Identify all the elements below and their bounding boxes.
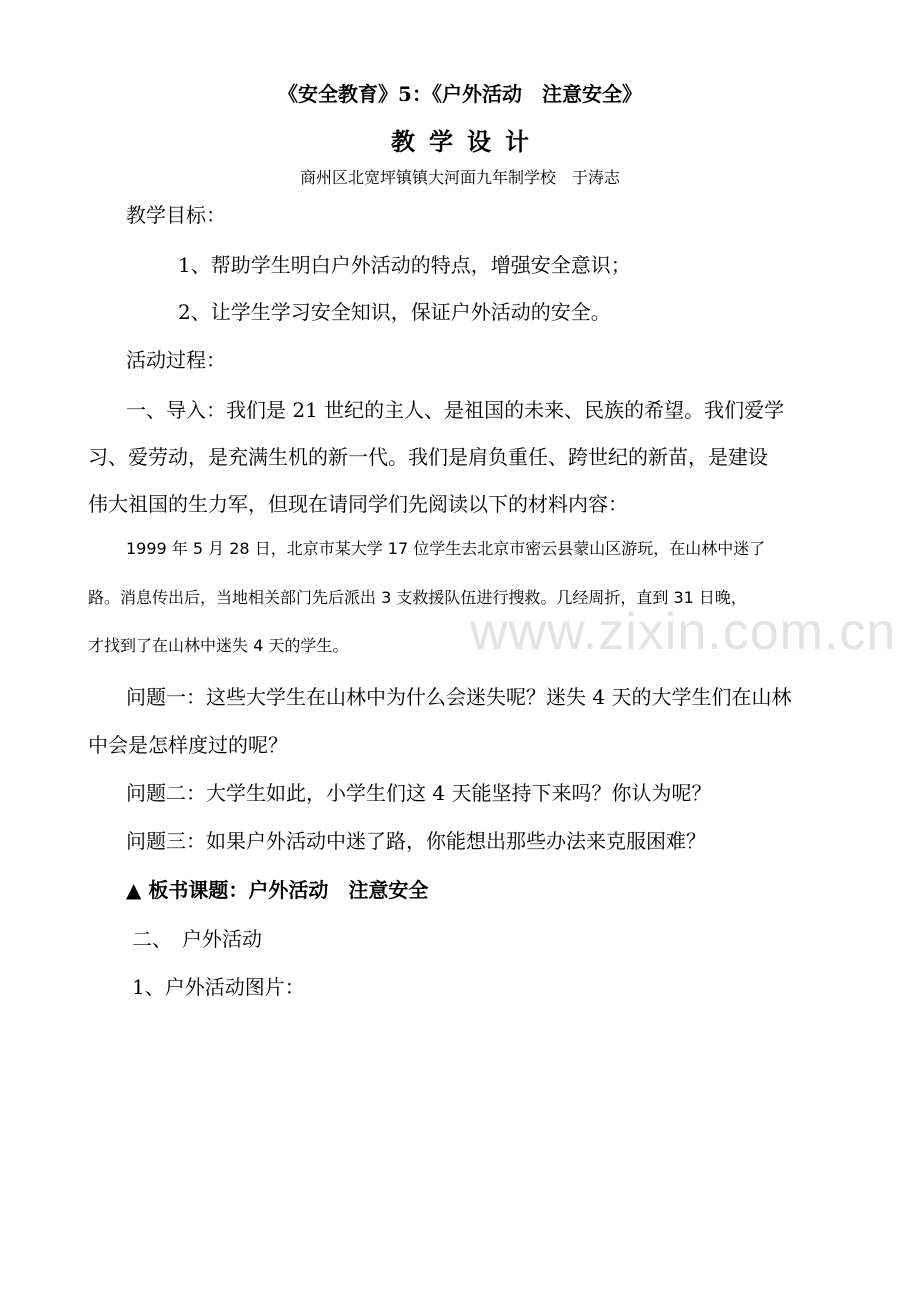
intro-paragraph-line: 一、导入：我们是 21 世纪的主人、是祖国的未来、民族的希望。我们爱学 xyxy=(126,398,785,422)
document-subtitle: 教学设计 xyxy=(391,127,543,156)
intro-paragraph-line: 习、爱劳动，是充满生机的新一代。我们是肩负重任、跨世纪的新苗，是建设 xyxy=(88,445,768,469)
material-paragraph-line: 1999 年 5 月 28 日，北京市某大学 17 位学生去北京市密云县蒙山区游玩，在山林中迷了 xyxy=(126,539,766,558)
question-line: 问题二：大学生如此，小学生们这 4 天能坚持下来吗？你认为呢？ xyxy=(126,781,712,805)
question-line: 问题一：这些大学生在山林中为什么会迷失呢？迷失 4 天的大学生们在山林 xyxy=(126,685,792,709)
section-item: 1、户外活动图片： xyxy=(132,975,305,999)
objective-item: 2、让学生学习安全知识，保证户外活动的安全。 xyxy=(178,300,611,324)
board-topic: ▲ 板书课题：户外活动 注意安全 xyxy=(126,878,429,902)
objectives-heading: 教学目标： xyxy=(126,203,226,227)
watermark-text: www.zixin.com.cn xyxy=(470,603,897,661)
question-line: 问题三：如果户外活动中迷了路，你能想出那些办法来克服困难？ xyxy=(126,829,706,853)
material-paragraph-line: 才找到了在山林中迷失 4 天的学生。 xyxy=(88,636,349,655)
author-line: 商州区北宽坪镇镇大河面九年制学校 于涛志 xyxy=(299,168,620,187)
objective-item: 1、帮助学生明白户外活动的特点，增强安全意识； xyxy=(178,253,631,277)
material-paragraph-line: 路。消息传出后，当地相关部门先后派出 3 支救援队伍进行搜救。几经周折，直到 31 日晚， xyxy=(88,588,747,607)
question-line: 中会是怎样度过的呢？ xyxy=(88,733,288,757)
intro-paragraph-line: 伟大祖国的生力军，但现在请同学们先阅读以下的材料内容： xyxy=(88,492,628,516)
section-heading: 二、 户外活动 xyxy=(132,927,262,951)
process-heading: 活动过程： xyxy=(126,348,226,372)
document-title: 《安全教育》5：《户外活动 注意安全》 xyxy=(278,82,642,106)
